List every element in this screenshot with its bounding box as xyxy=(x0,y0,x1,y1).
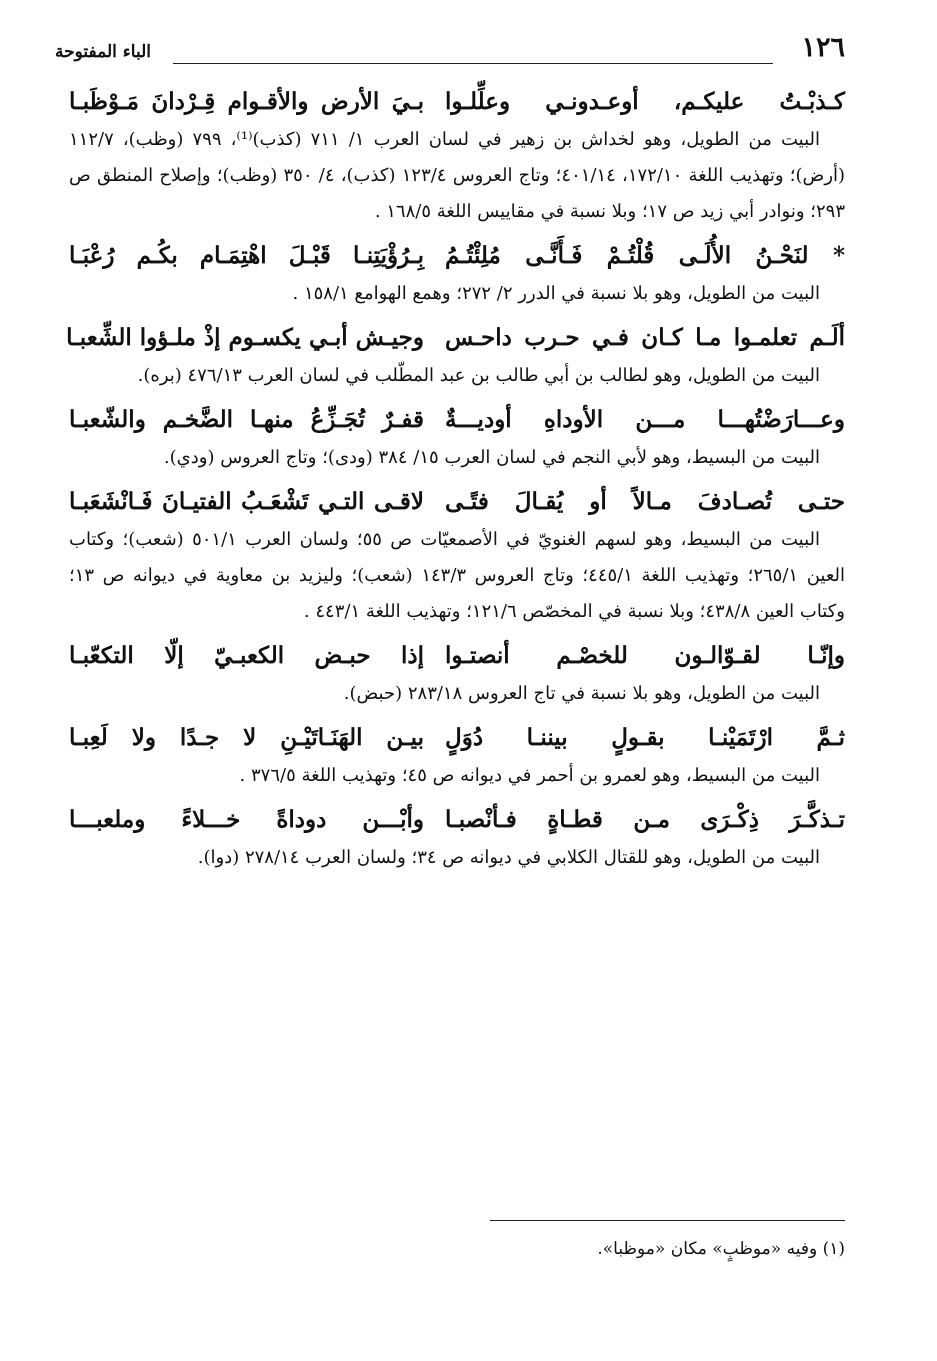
verse-entry xyxy=(69,82,845,230)
verse-entry xyxy=(66,318,845,394)
verse-second-hemistich: قفـرٌ تُجَـزِّعُ منهـا الضَّخـم والشّعبـا xyxy=(69,406,424,433)
verse-note: البيت من الطويل، وهو للقتال الكلابي في ديوانه ص ٣٤؛ ولسان العرب ٢٧٨/١٤ (دوا). xyxy=(197,847,820,868)
verse-first-hemistich: كـذبْـتُ عليكـم، أوعـدونـي وعلِّلـوا xyxy=(445,88,845,115)
verse-second-hemistich: وجيـش أبـي يكسـوم إذْ ملـؤوا الشِّعبـا xyxy=(66,324,424,351)
verse-entry xyxy=(69,236,845,312)
page-content xyxy=(66,82,846,882)
verse-first-hemistich: وعـــارَضْتُهـــا مـــن الأوداهِ أوديـــةٌ xyxy=(445,406,845,433)
verse-first-hemistich: تـذكَّـرَ ذِكْـرَى مـن قطـاةٍ فـأنْصبـا xyxy=(445,806,845,833)
page-number: ١٢٦ xyxy=(801,32,845,63)
verse-entry xyxy=(69,400,845,476)
verse-entry xyxy=(69,636,845,712)
verse-entry xyxy=(69,718,845,794)
verse-second-hemistich: بيـن الهَنَـاتَيْـنِ لا جـدًا ولا لَعِبـا xyxy=(69,724,424,751)
verse-entry xyxy=(69,482,845,630)
header-rule xyxy=(173,63,773,64)
verse-line xyxy=(69,482,845,522)
verse-second-hemistich: وأبْـــن دوداةً خـــلاءً وملعبـــا xyxy=(69,806,424,833)
verse-first-hemistich: وإنّـا لقـوّالـون للخصْـم أنصتـوا xyxy=(445,642,845,669)
verse-second-hemistich: بـيَ الأرض والأقـوام قِـرْدانَ مَـوْظَبـا xyxy=(69,88,424,115)
verse-line xyxy=(69,82,845,122)
verse-line xyxy=(69,800,845,840)
verse-first-hemistich: * لنَحْـنُ الأُلَـى قُلْتُـمْ فَـأَنَّـى مُلِئْتُـمُ xyxy=(445,242,845,269)
verse-note: البيت من الطويل، وهو بلا نسبة في تاج العروس ٢٨٣/١٨ (حبض). xyxy=(343,683,820,704)
verse-line xyxy=(69,236,845,276)
verse-note: البيت من الطويل، وهو لطالب بن أبي طالب بن عبد المطّلب في لسان العرب ٤٧٦/١٣ (بره). xyxy=(137,365,820,386)
footnote: (١) وفيه «موظبٍ» مكان «موظبا». xyxy=(597,1239,845,1259)
verse-line xyxy=(69,400,845,440)
footnote-rule xyxy=(490,1220,845,1221)
verse-first-hemistich: ألَـم تعلمـوا مـا كـان فـي حـرب داحـس xyxy=(445,324,845,351)
page-header xyxy=(55,32,845,72)
verse-note: البيت من البسيط، وهو لأبي النجم في لسان العرب ١٥/ ٣٨٤ (ودى)؛ وتاج العروس (ودي). xyxy=(163,447,820,468)
verse-line xyxy=(69,718,845,758)
verse-first-hemistich: ثـمَّ ارْتَمَيْنـا بقـولٍ بيننـا دُوَلٍ xyxy=(445,724,845,751)
verse-note: البيت من البسيط، وهو لعمرو بن أحمر في ديوانه ص ٤٥؛ وتهذيب اللغة ٣٧٦/٥ . xyxy=(239,765,820,786)
verse-first-hemistich: حتـى تُصـادفَ مـالاً أو يُقـالَ فتًـى xyxy=(445,488,845,515)
verse-second-hemistich: إذا حبـض الكعبـيّ إلّا التكعّبـا xyxy=(69,642,424,669)
verse-entry xyxy=(69,800,845,876)
verse-note: البيت من الطويل، وهو بلا نسبة في الدرر ٢/ ٢٧٢؛ وهمع الهوامع ١٥٨/١ . xyxy=(292,283,820,304)
verse-second-hemistich: لاقـى التـي تَشْعَـبُ الفتيـانَ فَـانْشَعَبـا xyxy=(69,488,424,515)
verse-note: البيت من الطويل، وهو لخداش بن زهير في لسان العرب ١/ ٧١١ (كذب)⁽¹⁾، ٧٩٩ (وظب)، ١١٢/٧ (أرض)؛ وتهذيب اللغة ١٧٢/١٠، ٤٠١/١٤؛ وتاج العروس ١٢٣/٤ (كذب)، ٤/ ٣٥٠ (وظب)؛ وإصلاح المنطق ص ٢٩٣؛ ونوادر أبي زيد ص ١٧؛ وبلا نسبة في مقاييس اللغة ١٦٨/٥ . xyxy=(69,129,846,222)
verse-line xyxy=(66,318,845,358)
verse-second-hemistich: بِـرُؤْيَتِنـا قَبْـلَ اهْتِمَـام بكُـم رُعْبَـا xyxy=(69,242,424,269)
verse-line xyxy=(69,636,845,676)
running-title: الباء المفتوحة xyxy=(55,42,151,62)
verse-note: البيت من البسيط، وهو لسهم الغنويّ في الأصمعيّات ص ٥٥؛ ولسان العرب ٥٠١/١ (شعب)؛ وكتاب العين ٢٦٥/١؛ وتهذيب اللغة ٤٤٥/١؛ وتاج العروس ١٤٣/٣ (شعب)؛ وليزيد بن معاوية في ديوانه ص ١٣؛ وكتاب العين ٤٣٨/٨؛ وبلا نسبة في المخصّص ١٢١/٦؛ وتهذيب اللغة ٤٤٣/١ . xyxy=(69,529,845,622)
